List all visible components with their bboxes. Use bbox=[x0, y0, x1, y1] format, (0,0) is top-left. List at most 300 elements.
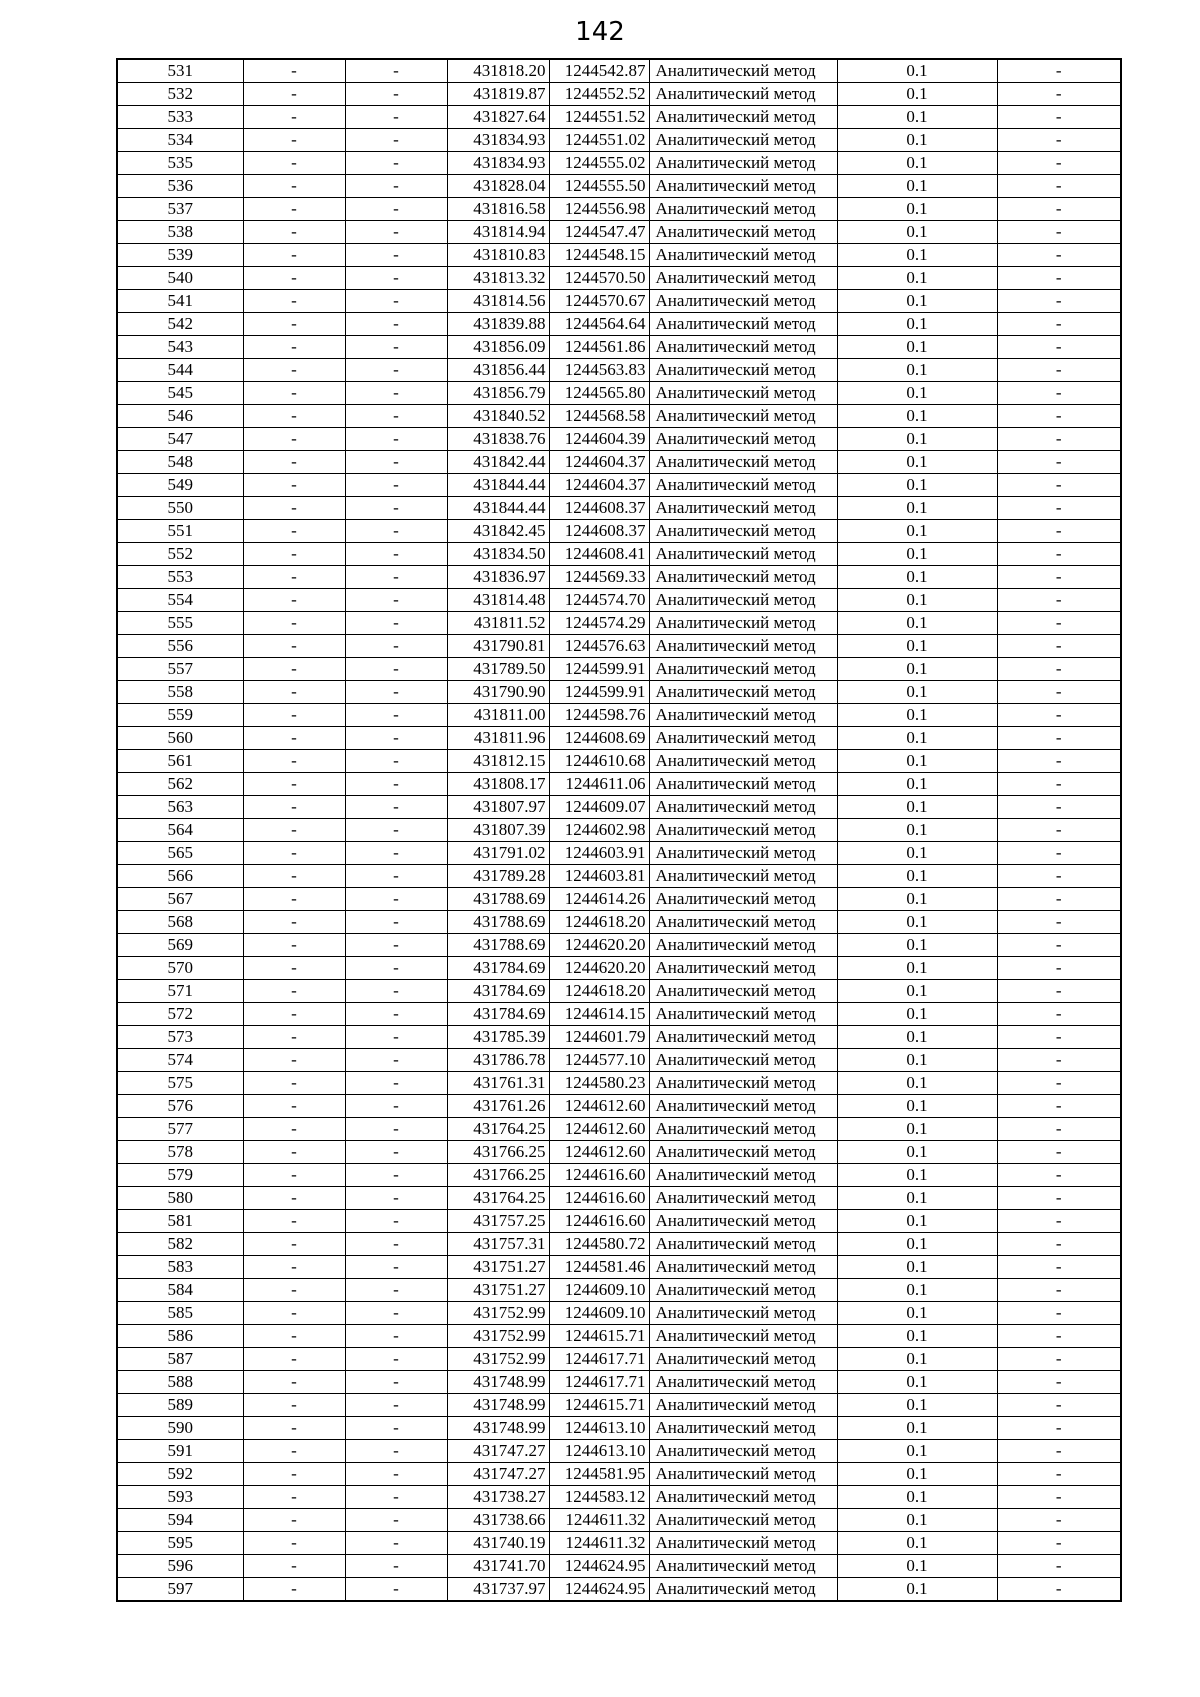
y-coordinate-cell: 1244610.68 bbox=[549, 750, 649, 773]
empty-dash-cell: - bbox=[243, 83, 345, 106]
table-row bbox=[117, 1118, 1121, 1141]
point-number-cell: 542 bbox=[117, 313, 243, 336]
empty-dash-cell: - bbox=[243, 152, 345, 175]
note-cell: - bbox=[997, 727, 1121, 750]
point-number-cell: 588 bbox=[117, 1371, 243, 1394]
table-row bbox=[117, 658, 1121, 681]
note-cell: - bbox=[997, 313, 1121, 336]
method-cell: Аналитический метод bbox=[649, 428, 837, 451]
accuracy-cell: 0.1 bbox=[837, 911, 997, 934]
note-cell: - bbox=[997, 819, 1121, 842]
method-cell: Аналитический метод bbox=[649, 796, 837, 819]
point-number-cell: 552 bbox=[117, 543, 243, 566]
empty-dash-cell: - bbox=[243, 1118, 345, 1141]
table-row bbox=[117, 451, 1121, 474]
empty-dash-cell: - bbox=[243, 175, 345, 198]
table-row bbox=[117, 727, 1121, 750]
empty-dash-cell: - bbox=[345, 566, 447, 589]
point-number-cell: 543 bbox=[117, 336, 243, 359]
x-coordinate-cell: 431757.25 bbox=[447, 1210, 549, 1233]
method-cell: Аналитический метод bbox=[649, 704, 837, 727]
method-cell: Аналитический метод bbox=[649, 934, 837, 957]
method-cell: Аналитический метод bbox=[649, 520, 837, 543]
empty-dash-cell: - bbox=[243, 336, 345, 359]
x-coordinate-cell: 431836.97 bbox=[447, 566, 549, 589]
empty-dash-cell: - bbox=[243, 1072, 345, 1095]
table-row bbox=[117, 1256, 1121, 1279]
empty-dash-cell: - bbox=[345, 129, 447, 152]
y-coordinate-cell: 1244603.81 bbox=[549, 865, 649, 888]
table-row bbox=[117, 59, 1121, 83]
y-coordinate-cell: 1244580.23 bbox=[549, 1072, 649, 1095]
y-coordinate-cell: 1244581.95 bbox=[549, 1463, 649, 1486]
y-coordinate-cell: 1244612.60 bbox=[549, 1095, 649, 1118]
note-cell: - bbox=[997, 221, 1121, 244]
coordinates-table-container bbox=[116, 58, 1122, 1602]
x-coordinate-cell: 431838.76 bbox=[447, 428, 549, 451]
table-row bbox=[117, 865, 1121, 888]
method-cell: Аналитический метод bbox=[649, 1279, 837, 1302]
note-cell: - bbox=[997, 474, 1121, 497]
method-cell: Аналитический метод bbox=[649, 106, 837, 129]
note-cell: - bbox=[997, 1302, 1121, 1325]
x-coordinate-cell: 431807.39 bbox=[447, 819, 549, 842]
empty-dash-cell: - bbox=[345, 773, 447, 796]
point-number-cell: 595 bbox=[117, 1532, 243, 1555]
note-cell: - bbox=[997, 1532, 1121, 1555]
empty-dash-cell: - bbox=[345, 244, 447, 267]
accuracy-cell: 0.1 bbox=[837, 1118, 997, 1141]
method-cell: Аналитический метод bbox=[649, 980, 837, 1003]
method-cell: Аналитический метод bbox=[649, 474, 837, 497]
accuracy-cell: 0.1 bbox=[837, 980, 997, 1003]
empty-dash-cell: - bbox=[243, 1509, 345, 1532]
note-cell: - bbox=[997, 152, 1121, 175]
point-number-cell: 568 bbox=[117, 911, 243, 934]
point-number-cell: 585 bbox=[117, 1302, 243, 1325]
empty-dash-cell: - bbox=[345, 382, 447, 405]
point-number-cell: 562 bbox=[117, 773, 243, 796]
table-row bbox=[117, 474, 1121, 497]
table-row bbox=[117, 957, 1121, 980]
empty-dash-cell: - bbox=[345, 1394, 447, 1417]
accuracy-cell: 0.1 bbox=[837, 1417, 997, 1440]
accuracy-cell: 0.1 bbox=[837, 1394, 997, 1417]
y-coordinate-cell: 1244608.41 bbox=[549, 543, 649, 566]
empty-dash-cell: - bbox=[243, 1049, 345, 1072]
point-number-cell: 593 bbox=[117, 1486, 243, 1509]
point-number-cell: 531 bbox=[117, 59, 243, 83]
accuracy-cell: 0.1 bbox=[837, 83, 997, 106]
note-cell: - bbox=[997, 1348, 1121, 1371]
point-number-cell: 541 bbox=[117, 290, 243, 313]
accuracy-cell: 0.1 bbox=[837, 1072, 997, 1095]
empty-dash-cell: - bbox=[345, 451, 447, 474]
x-coordinate-cell: 431842.45 bbox=[447, 520, 549, 543]
accuracy-cell: 0.1 bbox=[837, 1555, 997, 1578]
empty-dash-cell: - bbox=[243, 1026, 345, 1049]
accuracy-cell: 0.1 bbox=[837, 106, 997, 129]
accuracy-cell: 0.1 bbox=[837, 1463, 997, 1486]
y-coordinate-cell: 1244598.76 bbox=[549, 704, 649, 727]
point-number-cell: 577 bbox=[117, 1118, 243, 1141]
empty-dash-cell: - bbox=[345, 888, 447, 911]
empty-dash-cell: - bbox=[345, 957, 447, 980]
accuracy-cell: 0.1 bbox=[837, 267, 997, 290]
x-coordinate-cell: 431766.25 bbox=[447, 1164, 549, 1187]
x-coordinate-cell: 431807.97 bbox=[447, 796, 549, 819]
empty-dash-cell: - bbox=[243, 1141, 345, 1164]
empty-dash-cell: - bbox=[345, 635, 447, 658]
y-coordinate-cell: 1244561.86 bbox=[549, 336, 649, 359]
note-cell: - bbox=[997, 750, 1121, 773]
empty-dash-cell: - bbox=[345, 1532, 447, 1555]
empty-dash-cell: - bbox=[345, 221, 447, 244]
x-coordinate-cell: 431789.50 bbox=[447, 658, 549, 681]
empty-dash-cell: - bbox=[345, 1141, 447, 1164]
y-coordinate-cell: 1244574.70 bbox=[549, 589, 649, 612]
x-coordinate-cell: 431761.31 bbox=[447, 1072, 549, 1095]
x-coordinate-cell: 431819.87 bbox=[447, 83, 549, 106]
empty-dash-cell: - bbox=[243, 842, 345, 865]
method-cell: Аналитический метод bbox=[649, 1164, 837, 1187]
note-cell: - bbox=[997, 1026, 1121, 1049]
empty-dash-cell: - bbox=[345, 1279, 447, 1302]
table-body bbox=[117, 59, 1121, 1601]
empty-dash-cell: - bbox=[345, 681, 447, 704]
point-number-cell: 560 bbox=[117, 727, 243, 750]
empty-dash-cell: - bbox=[243, 1532, 345, 1555]
empty-dash-cell: - bbox=[243, 520, 345, 543]
y-coordinate-cell: 1244609.07 bbox=[549, 796, 649, 819]
table-row bbox=[117, 1302, 1121, 1325]
accuracy-cell: 0.1 bbox=[837, 59, 997, 83]
x-coordinate-cell: 431751.27 bbox=[447, 1279, 549, 1302]
method-cell: Аналитический метод bbox=[649, 1417, 837, 1440]
empty-dash-cell: - bbox=[345, 819, 447, 842]
point-number-cell: 589 bbox=[117, 1394, 243, 1417]
point-number-cell: 563 bbox=[117, 796, 243, 819]
empty-dash-cell: - bbox=[243, 819, 345, 842]
y-coordinate-cell: 1244616.60 bbox=[549, 1164, 649, 1187]
table-row bbox=[117, 267, 1121, 290]
table-row bbox=[117, 1003, 1121, 1026]
accuracy-cell: 0.1 bbox=[837, 1578, 997, 1602]
table-row bbox=[117, 83, 1121, 106]
method-cell: Аналитический метод bbox=[649, 1141, 837, 1164]
y-coordinate-cell: 1244613.10 bbox=[549, 1417, 649, 1440]
point-number-cell: 557 bbox=[117, 658, 243, 681]
empty-dash-cell: - bbox=[345, 865, 447, 888]
empty-dash-cell: - bbox=[243, 221, 345, 244]
point-number-cell: 539 bbox=[117, 244, 243, 267]
y-coordinate-cell: 1244599.91 bbox=[549, 658, 649, 681]
accuracy-cell: 0.1 bbox=[837, 313, 997, 336]
x-coordinate-cell: 431840.52 bbox=[447, 405, 549, 428]
table-row bbox=[117, 520, 1121, 543]
note-cell: - bbox=[997, 405, 1121, 428]
point-number-cell: 576 bbox=[117, 1095, 243, 1118]
x-coordinate-cell: 431747.27 bbox=[447, 1463, 549, 1486]
empty-dash-cell: - bbox=[243, 129, 345, 152]
accuracy-cell: 0.1 bbox=[837, 382, 997, 405]
empty-dash-cell: - bbox=[345, 1463, 447, 1486]
x-coordinate-cell: 431784.69 bbox=[447, 957, 549, 980]
y-coordinate-cell: 1244552.52 bbox=[549, 83, 649, 106]
empty-dash-cell: - bbox=[243, 911, 345, 934]
table-row bbox=[117, 1049, 1121, 1072]
method-cell: Аналитический метод bbox=[649, 612, 837, 635]
accuracy-cell: 0.1 bbox=[837, 681, 997, 704]
accuracy-cell: 0.1 bbox=[837, 796, 997, 819]
method-cell: Аналитический метод bbox=[649, 152, 837, 175]
x-coordinate-cell: 431764.25 bbox=[447, 1118, 549, 1141]
empty-dash-cell: - bbox=[243, 957, 345, 980]
accuracy-cell: 0.1 bbox=[837, 1187, 997, 1210]
point-number-cell: 544 bbox=[117, 359, 243, 382]
point-number-cell: 594 bbox=[117, 1509, 243, 1532]
empty-dash-cell: - bbox=[345, 1371, 447, 1394]
empty-dash-cell: - bbox=[243, 727, 345, 750]
empty-dash-cell: - bbox=[243, 59, 345, 83]
point-number-cell: 554 bbox=[117, 589, 243, 612]
table-row bbox=[117, 1463, 1121, 1486]
empty-dash-cell: - bbox=[243, 658, 345, 681]
y-coordinate-cell: 1244624.95 bbox=[549, 1555, 649, 1578]
empty-dash-cell: - bbox=[243, 382, 345, 405]
note-cell: - bbox=[997, 1555, 1121, 1578]
accuracy-cell: 0.1 bbox=[837, 428, 997, 451]
method-cell: Аналитический метод bbox=[649, 1118, 837, 1141]
x-coordinate-cell: 431788.69 bbox=[447, 934, 549, 957]
y-coordinate-cell: 1244611.32 bbox=[549, 1532, 649, 1555]
empty-dash-cell: - bbox=[345, 474, 447, 497]
accuracy-cell: 0.1 bbox=[837, 750, 997, 773]
accuracy-cell: 0.1 bbox=[837, 1325, 997, 1348]
note-cell: - bbox=[997, 1233, 1121, 1256]
empty-dash-cell: - bbox=[345, 1578, 447, 1602]
method-cell: Аналитический метод bbox=[649, 1233, 837, 1256]
x-coordinate-cell: 431784.69 bbox=[447, 980, 549, 1003]
method-cell: Аналитический метод bbox=[649, 1532, 837, 1555]
accuracy-cell: 0.1 bbox=[837, 474, 997, 497]
method-cell: Аналитический метод bbox=[649, 1578, 837, 1602]
x-coordinate-cell: 431764.25 bbox=[447, 1187, 549, 1210]
empty-dash-cell: - bbox=[243, 612, 345, 635]
empty-dash-cell: - bbox=[243, 773, 345, 796]
accuracy-cell: 0.1 bbox=[837, 152, 997, 175]
empty-dash-cell: - bbox=[345, 911, 447, 934]
table-row bbox=[117, 1578, 1121, 1602]
accuracy-cell: 0.1 bbox=[837, 405, 997, 428]
y-coordinate-cell: 1244599.91 bbox=[549, 681, 649, 704]
y-coordinate-cell: 1244616.60 bbox=[549, 1210, 649, 1233]
x-coordinate-cell: 431813.32 bbox=[447, 267, 549, 290]
table-row bbox=[117, 336, 1121, 359]
y-coordinate-cell: 1244603.91 bbox=[549, 842, 649, 865]
empty-dash-cell: - bbox=[345, 152, 447, 175]
note-cell: - bbox=[997, 934, 1121, 957]
note-cell: - bbox=[997, 1072, 1121, 1095]
y-coordinate-cell: 1244564.64 bbox=[549, 313, 649, 336]
table-row bbox=[117, 612, 1121, 635]
y-coordinate-cell: 1244614.26 bbox=[549, 888, 649, 911]
note-cell: - bbox=[997, 244, 1121, 267]
table-row bbox=[117, 152, 1121, 175]
point-number-cell: 536 bbox=[117, 175, 243, 198]
empty-dash-cell: - bbox=[345, 1348, 447, 1371]
accuracy-cell: 0.1 bbox=[837, 819, 997, 842]
x-coordinate-cell: 431811.52 bbox=[447, 612, 549, 635]
point-number-cell: 572 bbox=[117, 1003, 243, 1026]
empty-dash-cell: - bbox=[243, 1003, 345, 1026]
empty-dash-cell: - bbox=[243, 405, 345, 428]
y-coordinate-cell: 1244624.95 bbox=[549, 1578, 649, 1602]
x-coordinate-cell: 431844.44 bbox=[447, 474, 549, 497]
method-cell: Аналитический метод bbox=[649, 819, 837, 842]
point-number-cell: 573 bbox=[117, 1026, 243, 1049]
table-row bbox=[117, 198, 1121, 221]
accuracy-cell: 0.1 bbox=[837, 290, 997, 313]
table-row bbox=[117, 1417, 1121, 1440]
accuracy-cell: 0.1 bbox=[837, 1256, 997, 1279]
note-cell: - bbox=[997, 865, 1121, 888]
accuracy-cell: 0.1 bbox=[837, 658, 997, 681]
y-coordinate-cell: 1244601.79 bbox=[549, 1026, 649, 1049]
coordinates-table bbox=[116, 58, 1122, 1602]
empty-dash-cell: - bbox=[345, 290, 447, 313]
empty-dash-cell: - bbox=[243, 750, 345, 773]
empty-dash-cell: - bbox=[345, 59, 447, 83]
x-coordinate-cell: 431842.44 bbox=[447, 451, 549, 474]
accuracy-cell: 0.1 bbox=[837, 773, 997, 796]
table-row bbox=[117, 1555, 1121, 1578]
empty-dash-cell: - bbox=[345, 1509, 447, 1532]
empty-dash-cell: - bbox=[345, 1440, 447, 1463]
x-coordinate-cell: 431757.31 bbox=[447, 1233, 549, 1256]
table-row bbox=[117, 980, 1121, 1003]
empty-dash-cell: - bbox=[345, 1164, 447, 1187]
method-cell: Аналитический метод bbox=[649, 543, 837, 566]
empty-dash-cell: - bbox=[345, 428, 447, 451]
x-coordinate-cell: 431785.39 bbox=[447, 1026, 549, 1049]
x-coordinate-cell: 431812.15 bbox=[447, 750, 549, 773]
x-coordinate-cell: 431814.48 bbox=[447, 589, 549, 612]
page-number: 142 bbox=[575, 17, 625, 47]
empty-dash-cell: - bbox=[345, 1325, 447, 1348]
method-cell: Аналитический метод bbox=[649, 1394, 837, 1417]
x-coordinate-cell: 431752.99 bbox=[447, 1325, 549, 1348]
point-number-cell: 581 bbox=[117, 1210, 243, 1233]
method-cell: Аналитический метод bbox=[649, 750, 837, 773]
method-cell: Аналитический метод bbox=[649, 589, 837, 612]
empty-dash-cell: - bbox=[243, 635, 345, 658]
note-cell: - bbox=[997, 1095, 1121, 1118]
accuracy-cell: 0.1 bbox=[837, 1141, 997, 1164]
point-number-cell: 590 bbox=[117, 1417, 243, 1440]
empty-dash-cell: - bbox=[345, 1486, 447, 1509]
y-coordinate-cell: 1244615.71 bbox=[549, 1394, 649, 1417]
method-cell: Аналитический метод bbox=[649, 635, 837, 658]
accuracy-cell: 0.1 bbox=[837, 842, 997, 865]
accuracy-cell: 0.1 bbox=[837, 520, 997, 543]
accuracy-cell: 0.1 bbox=[837, 704, 997, 727]
table-row bbox=[117, 1072, 1121, 1095]
note-cell: - bbox=[997, 1371, 1121, 1394]
table-row bbox=[117, 1279, 1121, 1302]
table-row bbox=[117, 1509, 1121, 1532]
x-coordinate-cell: 431738.66 bbox=[447, 1509, 549, 1532]
method-cell: Аналитический метод bbox=[649, 1555, 837, 1578]
accuracy-cell: 0.1 bbox=[837, 1095, 997, 1118]
empty-dash-cell: - bbox=[243, 198, 345, 221]
point-number-cell: 533 bbox=[117, 106, 243, 129]
table-row bbox=[117, 1095, 1121, 1118]
empty-dash-cell: - bbox=[243, 1302, 345, 1325]
note-cell: - bbox=[997, 612, 1121, 635]
y-coordinate-cell: 1244555.02 bbox=[549, 152, 649, 175]
y-coordinate-cell: 1244548.15 bbox=[549, 244, 649, 267]
empty-dash-cell: - bbox=[345, 1095, 447, 1118]
x-coordinate-cell: 431789.28 bbox=[447, 865, 549, 888]
empty-dash-cell: - bbox=[243, 796, 345, 819]
accuracy-cell: 0.1 bbox=[837, 497, 997, 520]
y-coordinate-cell: 1244551.02 bbox=[549, 129, 649, 152]
note-cell: - bbox=[997, 1417, 1121, 1440]
table-row bbox=[117, 313, 1121, 336]
point-number-cell: 558 bbox=[117, 681, 243, 704]
empty-dash-cell: - bbox=[243, 244, 345, 267]
point-number-cell: 566 bbox=[117, 865, 243, 888]
empty-dash-cell: - bbox=[243, 1394, 345, 1417]
x-coordinate-cell: 431748.99 bbox=[447, 1394, 549, 1417]
accuracy-cell: 0.1 bbox=[837, 1164, 997, 1187]
method-cell: Аналитический метод bbox=[649, 888, 837, 911]
empty-dash-cell: - bbox=[345, 336, 447, 359]
empty-dash-cell: - bbox=[345, 750, 447, 773]
empty-dash-cell: - bbox=[345, 1026, 447, 1049]
y-coordinate-cell: 1244617.71 bbox=[549, 1371, 649, 1394]
table-row bbox=[117, 1210, 1121, 1233]
y-coordinate-cell: 1244547.47 bbox=[549, 221, 649, 244]
method-cell: Аналитический метод bbox=[649, 842, 837, 865]
method-cell: Аналитический метод bbox=[649, 221, 837, 244]
empty-dash-cell: - bbox=[243, 290, 345, 313]
y-coordinate-cell: 1244612.60 bbox=[549, 1141, 649, 1164]
table-row bbox=[117, 888, 1121, 911]
method-cell: Аналитический метод bbox=[649, 290, 837, 313]
y-coordinate-cell: 1244602.98 bbox=[549, 819, 649, 842]
note-cell: - bbox=[997, 635, 1121, 658]
point-number-cell: 569 bbox=[117, 934, 243, 957]
x-coordinate-cell: 431786.78 bbox=[447, 1049, 549, 1072]
accuracy-cell: 0.1 bbox=[837, 612, 997, 635]
empty-dash-cell: - bbox=[243, 888, 345, 911]
empty-dash-cell: - bbox=[243, 865, 345, 888]
table-row bbox=[117, 1026, 1121, 1049]
x-coordinate-cell: 431761.26 bbox=[447, 1095, 549, 1118]
empty-dash-cell: - bbox=[243, 1463, 345, 1486]
method-cell: Аналитический метод bbox=[649, 1348, 837, 1371]
y-coordinate-cell: 1244620.20 bbox=[549, 957, 649, 980]
accuracy-cell: 0.1 bbox=[837, 888, 997, 911]
x-coordinate-cell: 431834.50 bbox=[447, 543, 549, 566]
table-row bbox=[117, 750, 1121, 773]
point-number-cell: 574 bbox=[117, 1049, 243, 1072]
method-cell: Аналитический метод bbox=[649, 566, 837, 589]
method-cell: Аналитический метод bbox=[649, 359, 837, 382]
empty-dash-cell: - bbox=[345, 175, 447, 198]
